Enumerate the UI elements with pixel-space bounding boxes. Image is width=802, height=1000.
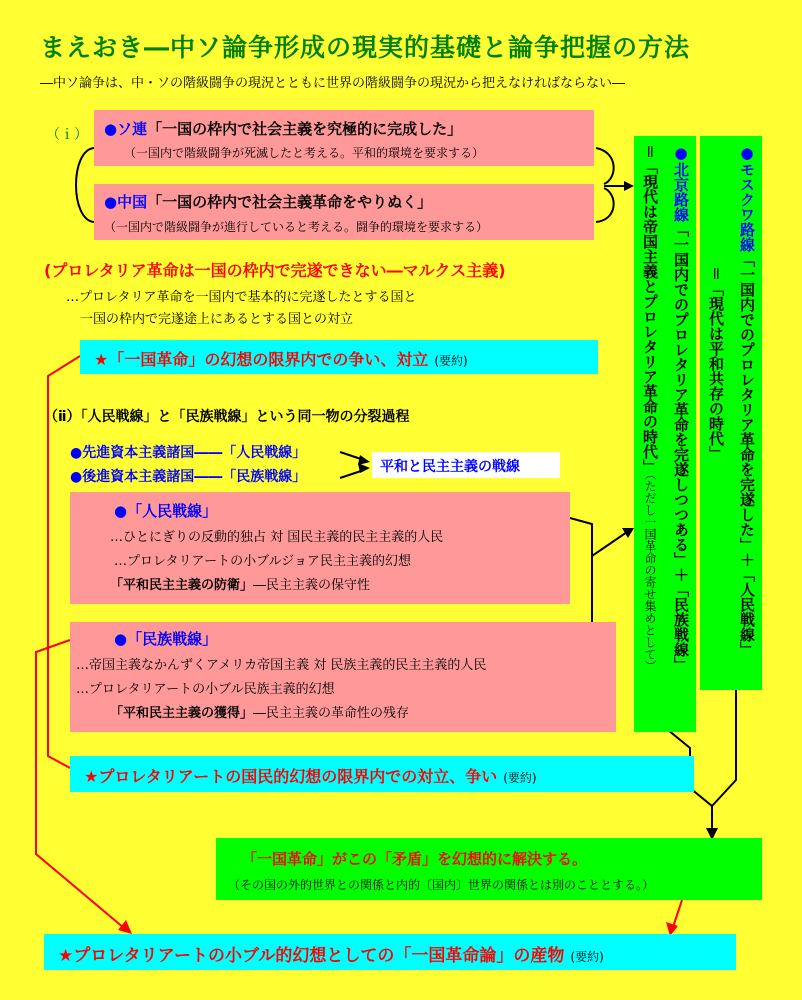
- summary1-text: 「一国革命」の幻想の限界内での争い、対立: [108, 350, 429, 369]
- final-summary-text: プロレタリアートの小ブル的幻想としての「一国革命論」の産物: [73, 946, 565, 966]
- bracket-left: [76, 148, 94, 222]
- arrow-advanced-head: [358, 455, 370, 465]
- marx-line2: 一国の枠内で完遂途上にあるとする国との対立: [80, 312, 354, 327]
- bracket-arrowhead: [624, 181, 634, 191]
- summary1-tag: (要約): [434, 354, 468, 368]
- bracket-right-bottom: [596, 188, 614, 222]
- soviet-quote: 「一国の枠内で社会主義を究極的に完成した」: [147, 120, 463, 138]
- china-bullet: ●: [104, 193, 118, 211]
- peace-box: [372, 452, 560, 478]
- marx-line1: …プロレタリア革命を一国内で基本的に完遂したとする国と: [66, 290, 417, 305]
- summary2-tag: (要約): [503, 771, 537, 785]
- national-front-box: [70, 622, 616, 732]
- moscow-line-box: [700, 136, 762, 690]
- red-arrowhead-final-left: [118, 920, 132, 934]
- marx-heading: (プロレタリア革命は一国の枠内で完遂できない―マルクス主義): [44, 261, 506, 280]
- summary2-box: [70, 756, 694, 792]
- beijing-line-box: [634, 136, 696, 732]
- resolution-box: [216, 838, 762, 900]
- soviet-bullet: ●: [104, 120, 118, 138]
- moscow-col2: 「一国内でのプロレタリア革命を完遂した」＋「人民戦線」: [738, 252, 756, 657]
- national-front-line3-rest: ―民主主義の革命性の残存: [253, 706, 410, 721]
- popular-front-box: [70, 492, 570, 604]
- popular-front-line3-rest: ―民主主義の保守性: [253, 578, 371, 593]
- final-summary-box: [44, 934, 736, 970]
- china-box: [94, 184, 594, 240]
- popular-front-line3-bold: 「平和民主主義の防衛」: [110, 578, 254, 593]
- national-front-line2: …プロレタリアートの小ブル民族主義的幻想: [76, 682, 335, 697]
- final-summary-tag: (要約): [570, 950, 604, 964]
- advanced-countries: ●先進資本主義諸国――「人民戦線」: [70, 445, 307, 461]
- moscow-col1: ＝「現代は平和共存の時代」: [707, 266, 725, 462]
- beijing-col1: ＝「現代は帝国主義とプロレタリア革命の時代」: [641, 144, 659, 475]
- china-quote: 「一国の枠内で社会主義革命をやりぬく」: [147, 193, 433, 211]
- section2-heading: （ⅱ）「人民戦線」と「民族戦線」という同一物の分裂過程: [44, 409, 410, 425]
- popular-front-line2: …プロレタリアートの小ブルジョア民主主義的幻想: [114, 554, 411, 569]
- resolution-line2: （その国の外的世界との関係と内的〔国内〕世界の関係とは別のこととする。）: [228, 878, 655, 892]
- national-front-line3-bold: 「平和民主主義の獲得」: [110, 706, 254, 721]
- soviet-note: （一国内で階級闘争が死滅したと考える。平和的環境を要求する）: [124, 146, 485, 160]
- soviet-name: ソ連: [117, 120, 148, 138]
- section1-marker: （ｉ）: [46, 127, 88, 143]
- page-subtitle: ―中ソ論争は、中・ソの階級闘争の現況とともに世界の階級闘争の現況から把えなければならない―: [40, 76, 626, 91]
- backward-countries: ●後進資本主義諸国――「民族戦線」: [70, 469, 307, 485]
- china-note: （一国内で階級闘争が進行していると考える。闘争的環境を要求する）: [104, 220, 489, 234]
- beijing-head: ●北京路線: [672, 144, 690, 222]
- moscow-head: ●モスクワ路線: [738, 144, 756, 252]
- resolution-line1: 「一国革命」がこの「矛盾」を幻想的に解決する。: [242, 850, 588, 868]
- arrow-moscow-down: [712, 690, 736, 806]
- soviet-box: [94, 110, 594, 166]
- popular-front-head: ●「人民戦線」: [114, 502, 218, 520]
- beijing-col2: 「一国内でのプロレタリア革命を完遂しつつある」＋「民族戦線」: [672, 222, 690, 672]
- arrow-beijing-head: [622, 528, 634, 538]
- bracket-right-top: [596, 148, 614, 184]
- summary2-text: プロレタリアートの国民的幻想の限界内での対立、争い: [98, 767, 498, 786]
- national-front-head: ●「民族戦線」: [114, 630, 218, 648]
- arrow-backward-head: [358, 463, 370, 473]
- popular-front-line1: …ひとにぎりの反動的独占 対 国民主義的民主主義的人民: [110, 530, 444, 545]
- star-icon: ★: [84, 767, 99, 786]
- china-name: 中国: [117, 193, 148, 211]
- bracket-popular: [570, 518, 630, 556]
- summary1-box: [80, 340, 598, 374]
- peace-box-text: 平和と民主主義の戦線: [380, 459, 520, 475]
- national-front-line1: …帝国主義なかんずくアメリカ帝国主義 対 民族主義的民主主義的人民: [76, 658, 487, 673]
- beijing-col1-note: （ただし一国革命の寄せ集めとして）: [643, 474, 657, 673]
- star-icon: ★: [94, 350, 109, 369]
- page-title: まえおき―中ソ論争形成の現実的基礎と論争把握の方法: [40, 33, 691, 62]
- star-icon: ★: [58, 946, 74, 966]
